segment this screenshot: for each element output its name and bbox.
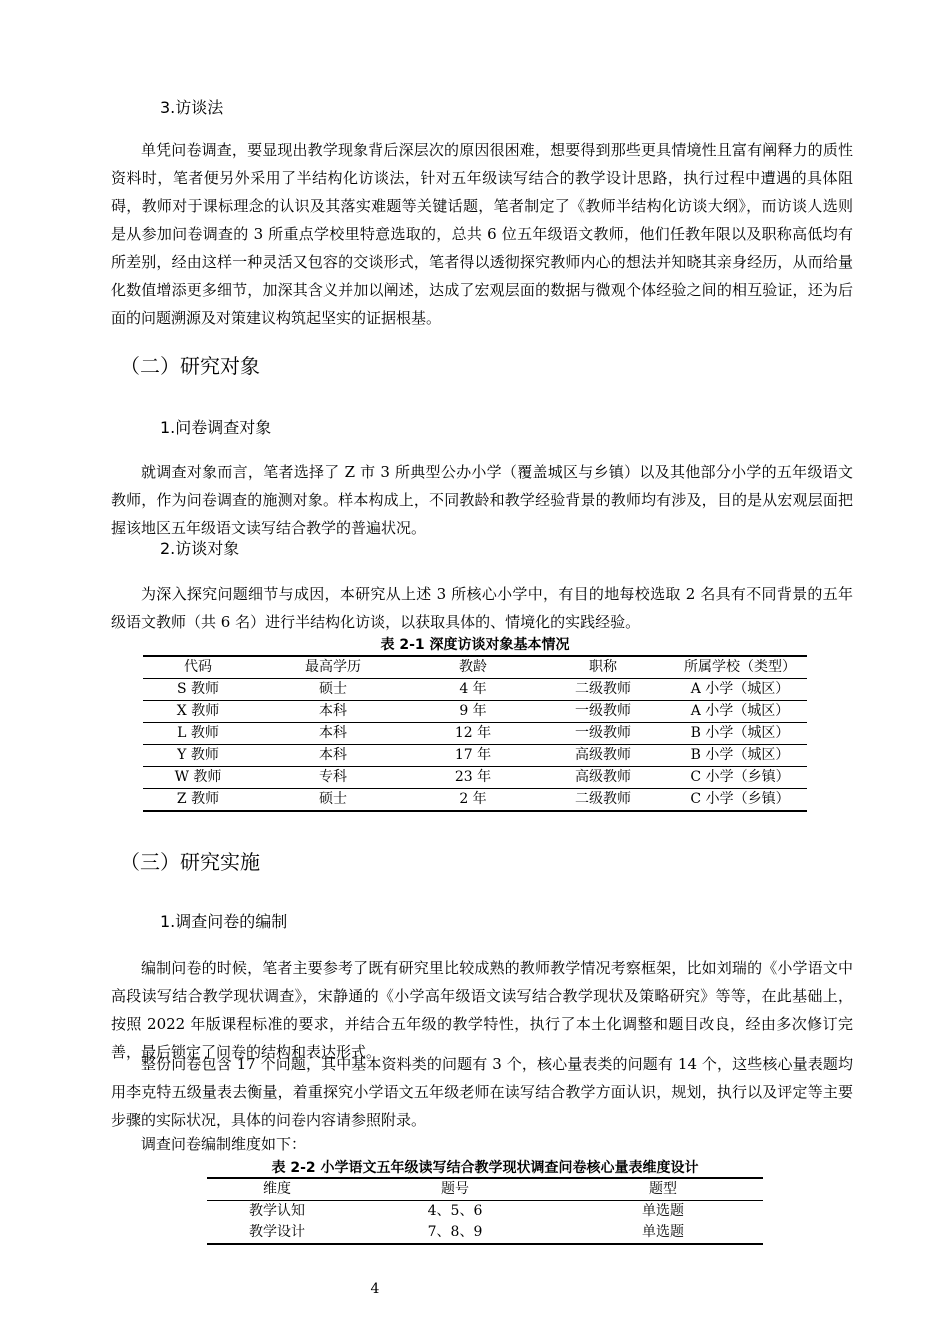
table-cell: 一级教师 <box>533 701 673 723</box>
table-header-cell: 题型 <box>563 1178 763 1201</box>
table-cell: W 教师 <box>143 767 253 789</box>
table-cell: A 小学（城区） <box>690 681 790 697</box>
table-header-cell: 维度 <box>207 1178 347 1201</box>
table-cell: 二级教师 <box>575 681 631 697</box>
table-cell: Z 教师 <box>143 789 253 812</box>
page-number: 4 <box>370 1281 380 1297</box>
subsection-heading-questionnaire-design: 1.调查问卷的编制 <box>160 912 288 931</box>
table-cell: 教学设计 <box>249 1224 305 1240</box>
interview-subjects-paragraph: 为深入探究问题细节与成因，本研究从上述 3 所核心小学中，有目的地每校选取 2 名具有不同背景的五年级语文教师（共 6 名）进行半结构化访谈，以获取具体的、情境化的实践经验。 <box>111 585 853 631</box>
table-1-caption: 表 2-1 深度访谈对象基本情况 <box>380 637 570 653</box>
table-cell: 专科 <box>253 767 413 789</box>
table-cell: 高级教师 <box>533 767 673 789</box>
table-row <box>143 679 807 701</box>
table-cell: 本科 <box>253 701 413 723</box>
table-row <box>207 1222 763 1244</box>
table-cell: 23 年 <box>413 767 533 789</box>
questionnaire-design-paragraph-3: 调查问卷编制维度如下： <box>141 1135 307 1153</box>
table-row <box>143 745 807 767</box>
table-cell: 2 年 <box>413 789 533 812</box>
table-cell: 一级教师 <box>533 723 673 745</box>
table-header-cell: 代码 <box>143 656 253 679</box>
table-cell: Y 教师 <box>143 745 253 767</box>
table-cell: S 教师 <box>176 681 220 697</box>
interview-subjects-table <box>143 655 807 812</box>
table-cell: B 小学（城区） <box>673 745 807 767</box>
table-cell: 硕士 <box>253 789 413 812</box>
table-header-cell: 职称 <box>533 656 673 679</box>
table-header-cell: 题号 <box>347 1178 563 1201</box>
section-heading-interview-method: 3.访谈法 <box>160 98 224 117</box>
table-cell: 高级教师 <box>533 745 673 767</box>
table-row <box>143 789 807 812</box>
table-cell: 4 年 <box>459 681 487 697</box>
table-row <box>143 701 807 723</box>
table-cell: L 教师 <box>143 723 253 745</box>
table-2-caption: 表 2-2 小学语文五年级读写结合教学现状调查问卷核心量表维度设计 <box>271 1160 699 1176</box>
questionnaire-dimensions-table <box>207 1177 763 1245</box>
table-cell: B 小学（城区） <box>673 723 807 745</box>
table-cell: 7、8、9 <box>427 1224 483 1240</box>
table-row <box>143 767 807 789</box>
table-cell: 17 年 <box>413 745 533 767</box>
table-header-cell: 最高学历 <box>253 656 413 679</box>
table-cell: 本科 <box>253 745 413 767</box>
subsection-heading-interview-subjects: 2.访谈对象 <box>160 539 240 558</box>
table-cell: 4、5、6 <box>427 1203 483 1219</box>
questionnaire-design-paragraph-2: 整份问卷包含 17 个问题，其中基本资料类的问题有 3 个，核心量表类的问题有 14 个，这些核心量表题均用李克特五级量表去衡量，着重探究小学语文五年级老师在读写结合教学方面认识，规划，执行以及评定等主要步骤的实际状况，具体的问卷内容请参照附录。 <box>111 1055 853 1129</box>
table-cell: C 小学（乡镇） <box>673 767 807 789</box>
table-cell: X 教师 <box>143 701 253 723</box>
table-header-cell: 所属学校（类型） <box>673 656 807 679</box>
table-cell: A 小学（城区） <box>673 701 807 723</box>
table-cell: 单选题 <box>642 1224 684 1240</box>
questionnaire-design-paragraph-1: 编制问卷的时候，笔者主要参考了既有研究里比较成熟的教师教学情况考察框架，比如刘瑞的《小学语文中高段读写结合教学现状调查》，宋静通的《小学高年级语文读写结合教学现状及策略研究》等等，在此基础上，按照 2022 年版课程标准的要求，并结合五年级的教学特性，执行了本土化调整和题目改良，经由多次修订完善，最后锁定了问卷的结构和表达形式。 <box>111 959 853 1061</box>
subsection-heading-questionnaire-subjects: 1.问卷调查对象 <box>160 418 272 437</box>
questionnaire-subjects-paragraph: 就调查对象而言，笔者选择了 Z 市 3 所典型公办小学（覆盖城区与乡镇）以及其他部分小学的五年级语文教师，作为问卷调查的施测对象。样本构成上，不同教龄和教学经验背景的教师均有涉及，目的是从宏观层面把握该地区五年级语文读写结合教学的普遍状况。 <box>111 463 853 537</box>
section-heading-research-subjects: （二）研究对象 <box>120 354 260 378</box>
table-cell: C 小学（乡镇） <box>673 789 807 812</box>
table-cell: 单选题 <box>642 1203 684 1219</box>
table-row <box>207 1201 763 1223</box>
table-cell: 9 年 <box>413 701 533 723</box>
interview-method-paragraph: 单凭问卷调查，要显现出教学现象背后深层次的原因很困难，想要得到那些更具情境性且富有阐释力的质性资料时，笔者便另外采用了半结构化访谈法，针对五年级读写结合的教学设计思路，执行过程中遭遇的具体阻碍，教师对于课标理念的认识及其落实难题等关键话题，笔者制定了《教师半结构化访谈大纲》，而访谈人选则是从参加问卷调查的 3 所重点学校里特意选取的，总共 6 位五年级语文教师，他们任教年限以及职称高低均有所差别，经由这样一种灵活又包容的交谈形式，笔者得以透彻探究教师内心的想法并知晓其亲身经历，从而给量化数值增添更多细节，加深其含义并加以阐述，达成了宏观层面的数据与微观个体经验之间的相互验证，还为后面的问题溯源及对策建议构筑起坚实的证据根基。 <box>111 141 853 327</box>
section-heading-research-implementation: （三）研究实施 <box>120 850 260 874</box>
table-cell: 硕士 <box>319 681 347 697</box>
table-cell: 教学认知 <box>249 1203 305 1219</box>
table-cell: 12 年 <box>413 723 533 745</box>
table-cell: 本科 <box>253 723 413 745</box>
table-cell: 二级教师 <box>533 789 673 812</box>
table-row <box>143 723 807 745</box>
table-header-cell: 教龄 <box>413 656 533 679</box>
